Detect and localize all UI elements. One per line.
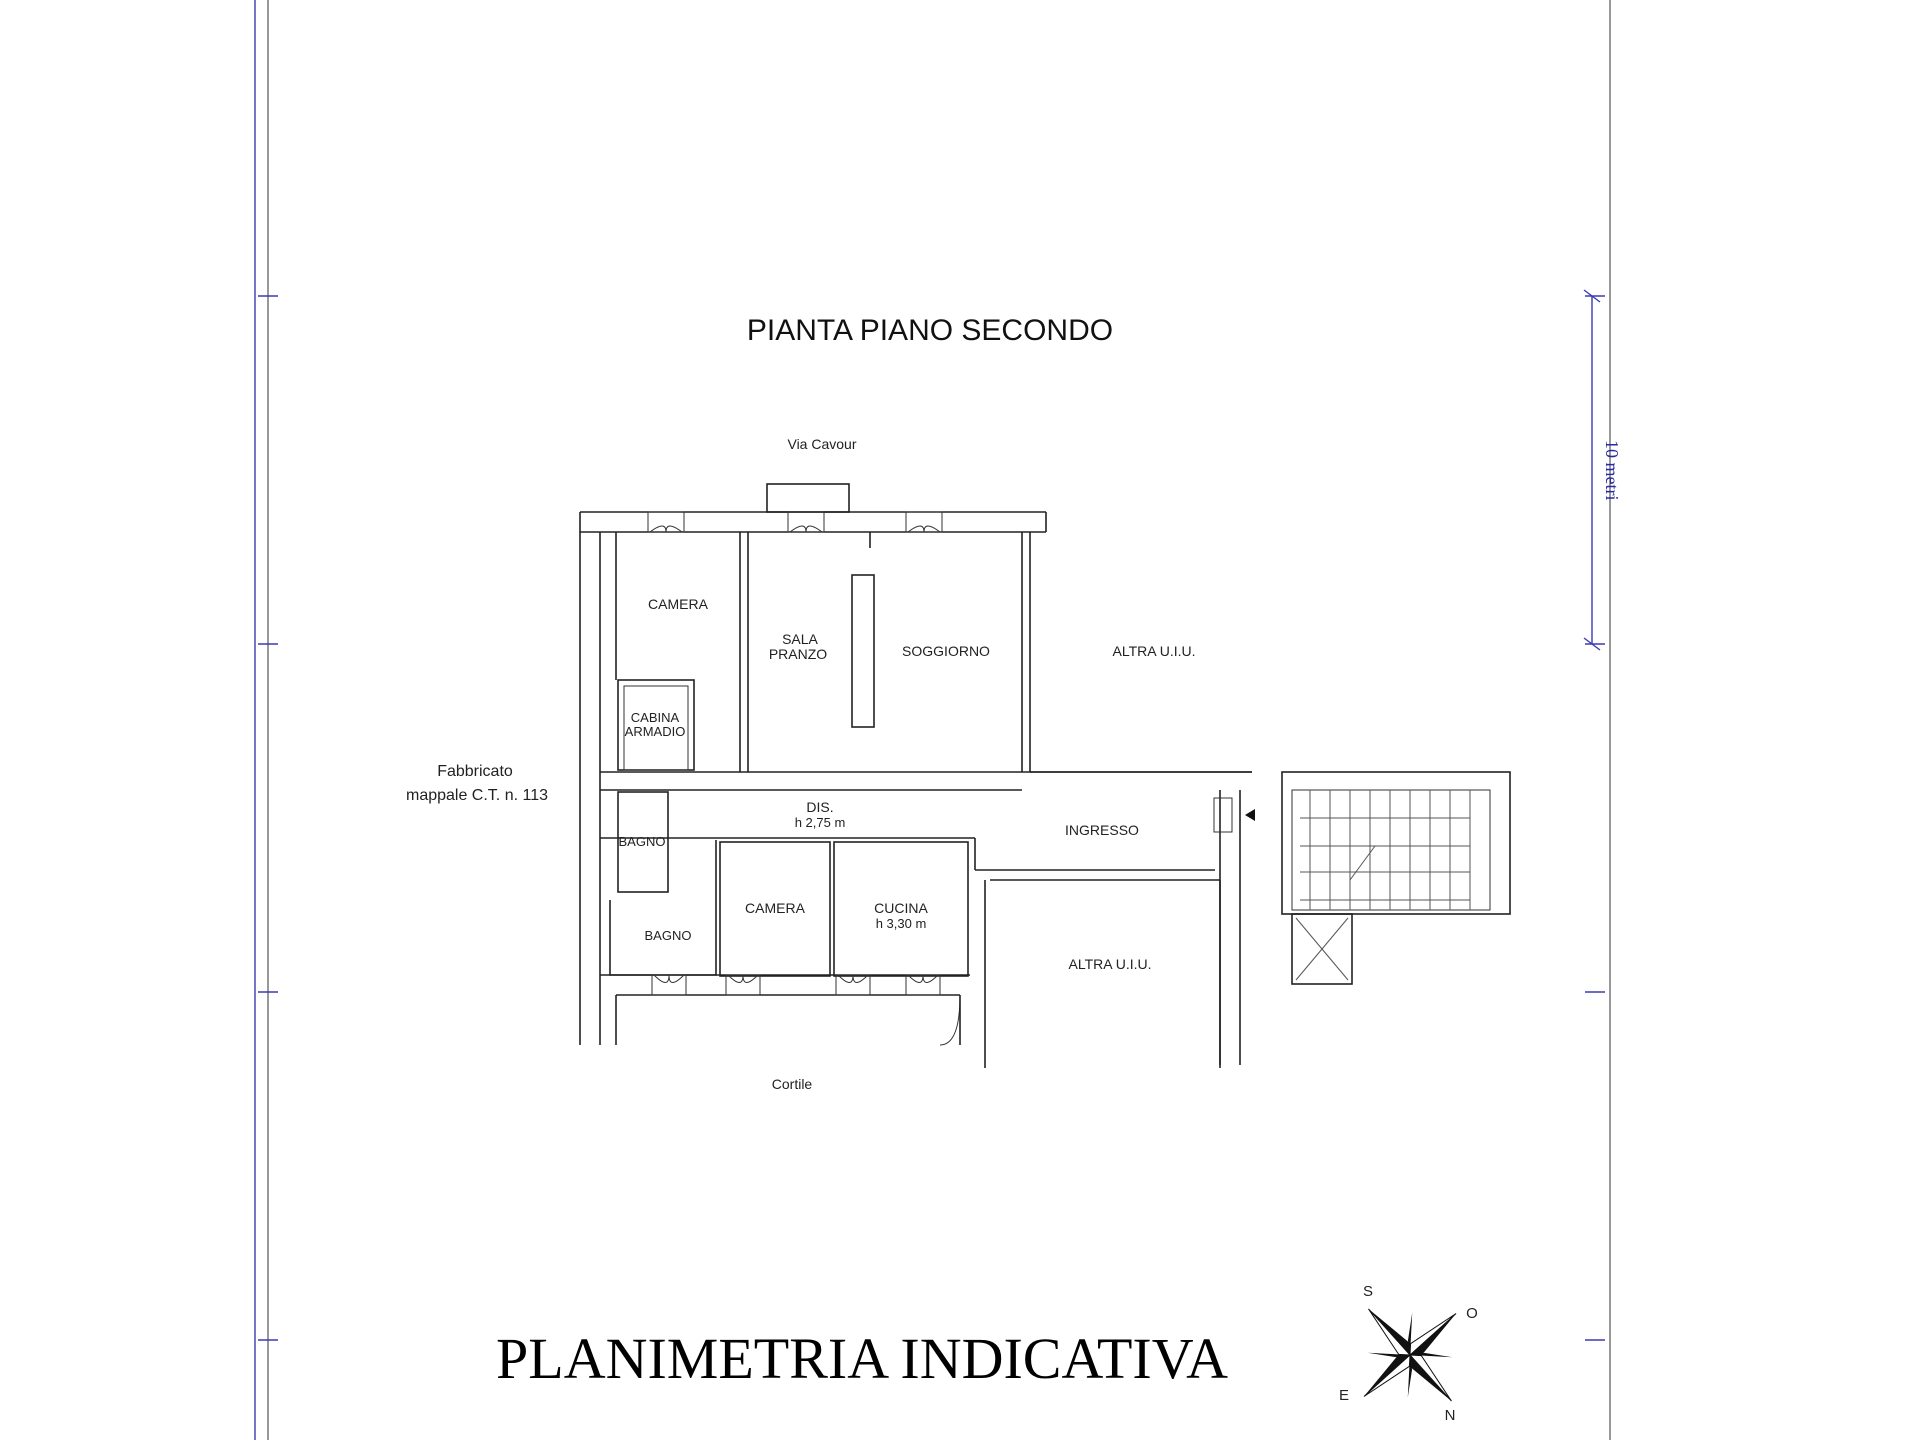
room-cabina-line1: CABINA: [630, 710, 680, 725]
plan-title: PIANTA PIANO SECONDO: [746, 314, 1114, 347]
room-altra-uiu-1: ALTRA U.I.U.: [1112, 643, 1196, 659]
street-label: Via Cavour: [787, 436, 857, 452]
scale-bar: [1584, 290, 1622, 650]
room-bagno-2: BAGNO: [644, 928, 692, 943]
neighbour-line2: mappale C.T. n. 113: [405, 787, 549, 804]
compass-letter-e: E: [1338, 1387, 1350, 1404]
walls: [580, 484, 1510, 1068]
room-sala-line2: PRANZO: [768, 646, 828, 662]
room-labels: [619, 596, 1196, 972]
compass-letter-n: N: [1444, 1407, 1456, 1424]
scale-label: 10 metri: [1602, 440, 1622, 501]
sheet-border: [255, 0, 1610, 1440]
footer-title: PLANIMETRIA INDICATIVA: [496, 1326, 1228, 1391]
compass-rose: [1322, 1267, 1497, 1440]
staircase: [1296, 790, 1470, 980]
room-cucina-line2: h 3,30 m: [875, 916, 927, 931]
room-camera-1: CAMERA: [648, 596, 708, 612]
room-bagno-1: BAGNO: [618, 834, 666, 849]
room-altra-uiu-2: ALTRA U.I.U.: [1068, 956, 1152, 972]
compass-letter-o: O: [1466, 1305, 1478, 1322]
windows: [648, 512, 1255, 995]
room-dis-line1: DIS.: [806, 799, 834, 815]
room-soggiorno: SOGGIORNO: [902, 643, 990, 659]
room-cabina-line2: ARMADIO: [624, 724, 686, 739]
room-dis-line2: h 2,75 m: [794, 815, 846, 830]
room-ingresso: INGRESSO: [1065, 822, 1139, 838]
room-cucina-line1: CUCINA: [874, 900, 928, 916]
neighbour-line1: Fabbricato: [437, 763, 513, 780]
room-camera-2: CAMERA: [745, 900, 805, 916]
compass-letter-s: S: [1362, 1283, 1374, 1300]
courtyard-label: Cortile: [771, 1076, 813, 1092]
room-sala-line1: SALA: [782, 631, 818, 647]
